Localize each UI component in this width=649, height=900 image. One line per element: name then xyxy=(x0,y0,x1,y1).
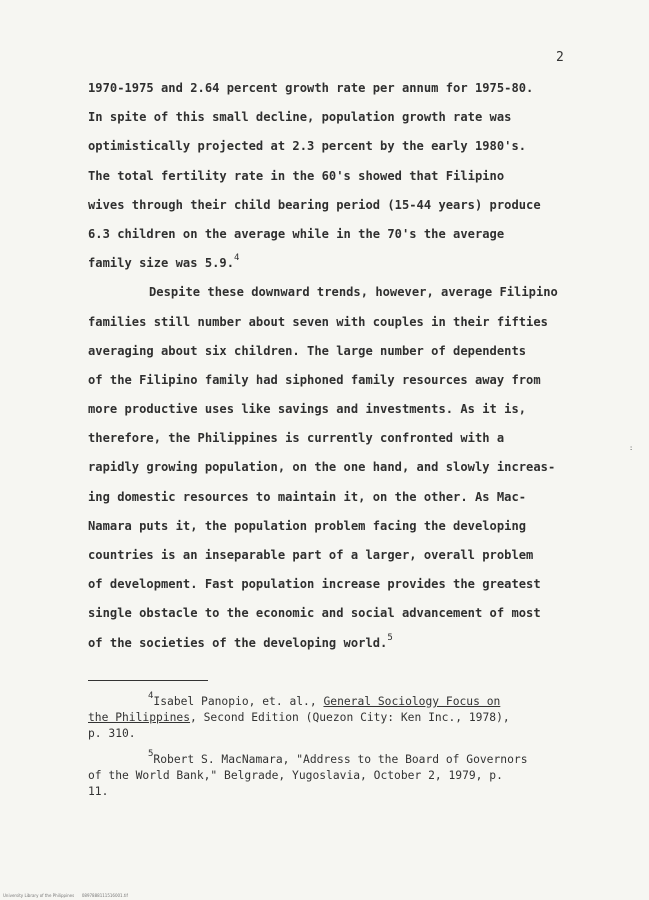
footnote-line xyxy=(88,710,603,726)
text-line: more productive uses like savings and investments. As it is, xyxy=(88,402,527,417)
text-line: single obstacle to the economic and social advancement of most xyxy=(88,606,541,621)
text-line: averaging about six children. The large number of dependents xyxy=(88,343,527,358)
scan-speck: : xyxy=(629,444,634,452)
text-line: 1970-1975 and 2.64 percent growth rate per annum for 1975-80. xyxy=(88,81,534,95)
footnote-text: Robert S. MacNamara, "Address to the Board of Governors xyxy=(153,753,528,766)
footnote-4 xyxy=(88,691,603,742)
text-line: wives through their child bearing period (15-44 years) produce xyxy=(88,197,541,212)
footnote-publication: , Second Edition (Quezon City: Ken Inc., 1978), xyxy=(190,711,510,724)
book-title: the Philippines xyxy=(88,711,191,724)
text-line: families still number about seven with couples in their fifties xyxy=(88,314,548,329)
text-line: optimistically projected at 2.3 percent by the early 1980's. xyxy=(88,139,527,154)
text-line: The total fertility rate in the 60's showed that Filipino xyxy=(88,168,505,183)
footnote-line: 11. xyxy=(88,785,109,798)
text-line: ing domestic resources to maintain it, on the other. As Mac- xyxy=(88,489,527,504)
footnote-reference-5: 5 xyxy=(387,632,393,643)
text-line: In spite of this small decline, population growth rate was xyxy=(88,110,512,125)
footnote-divider xyxy=(88,680,208,681)
text-line xyxy=(88,249,588,278)
footnote-reference-4: 4 xyxy=(234,253,240,264)
footnote-5 xyxy=(88,749,603,800)
footnotes xyxy=(88,691,603,810)
text-fragment: family size was 5.9. xyxy=(88,256,235,271)
text-line: countries is an inseparable part of a larger, overall problem xyxy=(88,548,534,562)
footer-library: University Library of the Philippines xyxy=(3,893,75,898)
footnote-author: Isabel Panopio, et. al., xyxy=(153,695,324,708)
text-line: 6.3 children on the average while in the 70's the average xyxy=(88,226,505,241)
text-line xyxy=(88,629,588,658)
body-text xyxy=(88,74,588,658)
text-line: of the Filipino family had siphoned family resources away from xyxy=(88,372,541,387)
text-line: of development. Fast population increase provides the greatest xyxy=(88,577,541,592)
footnote-line: p. 310. xyxy=(88,727,136,740)
footnote-mark: 5 xyxy=(148,749,154,759)
footnote-line xyxy=(88,749,603,768)
footnote-line xyxy=(88,691,603,710)
text-line: rapidly growing population, on the one hand, and slowly increas- xyxy=(88,460,556,475)
footnote-mark: 4 xyxy=(148,691,154,701)
footnote-line: of the World Bank," Belgrade, Yugoslavia, October 2, 1979, p. xyxy=(88,769,503,782)
text-line: Namara puts it, the population problem facing the developing xyxy=(88,518,527,533)
text-fragment: of the societies of the developing world. xyxy=(88,635,388,650)
book-title: General Sociology Focus on xyxy=(323,695,501,708)
scan-footer xyxy=(3,893,128,898)
text-line: Despite these downward trends, however, average Filipino xyxy=(149,285,558,300)
text-line: therefore, the Philippines is currently confronted with a xyxy=(88,431,505,446)
footer-file-id: 0897888111516001.tif xyxy=(81,893,128,898)
page-number: 2 xyxy=(556,50,564,65)
